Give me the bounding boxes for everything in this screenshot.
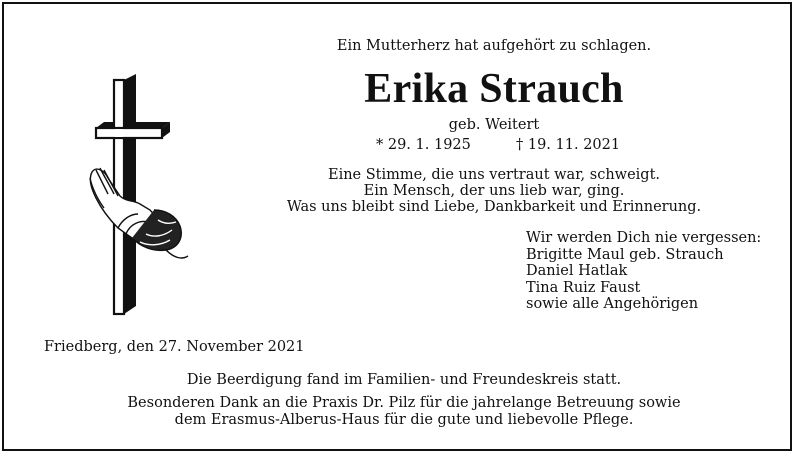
funeral-note: Die Beerdigung fand im Familien- und Freundeskreis statt. bbox=[186, 372, 622, 388]
praying-hands-icon bbox=[90, 168, 188, 258]
thanks-line: dem Erasmus-Alberus-Haus für die gute und liebevolle Pflege. bbox=[174, 411, 634, 428]
obituary-card bbox=[2, 2, 792, 451]
mourner-name: Daniel Hatlak bbox=[526, 263, 628, 279]
mourner-name: Brigitte Maul geb. Strauch bbox=[526, 246, 724, 263]
death-date: † 19. 11. 2021 bbox=[516, 137, 621, 153]
poem bbox=[234, 167, 754, 215]
poem-line: Eine Stimme, die uns vertraut war, schweigt. bbox=[327, 167, 661, 183]
place-date: Friedberg, den 27. November 2021 bbox=[44, 339, 305, 355]
mourner-name: sowie alle Angehörigen bbox=[526, 296, 699, 312]
maiden-name: geb. Weitert bbox=[448, 117, 540, 133]
thanks-note bbox=[44, 395, 764, 428]
headline: Ein Mutterherz hat aufgehört zu schlagen. bbox=[336, 38, 652, 54]
poem-line: Ein Mensch, der uns lieb war, ging. bbox=[363, 183, 625, 199]
thanks-line: Besonderen Dank an die Praxis Dr. Pilz für die jahrelange Betreuung sowie bbox=[127, 395, 681, 411]
poem-line: Was uns bleibt sind Liebe, Dankbarkeit und Erinnerung. bbox=[286, 199, 702, 215]
cross-with-praying-hands-icon bbox=[74, 74, 194, 320]
birth-date: * 29. 1. 1925 bbox=[376, 137, 471, 153]
deceased-name: Erika Strauch bbox=[364, 66, 624, 112]
mourner-name: Tina Ruiz Faust bbox=[526, 279, 641, 296]
mourners-block bbox=[526, 230, 761, 313]
mourners-intro: Wir werden Dich nie vergessen: bbox=[526, 230, 762, 246]
